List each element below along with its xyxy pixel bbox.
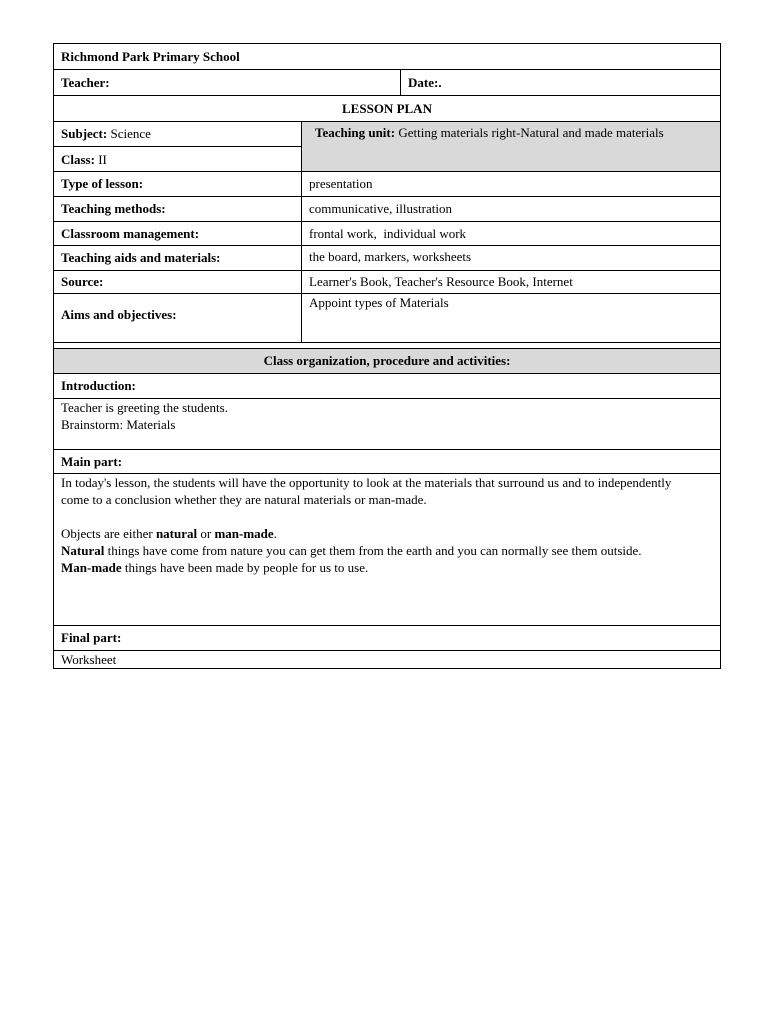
source-label: Source: [61, 274, 104, 289]
aims-row [54, 294, 720, 343]
aims-label: Aims and objectives: [61, 307, 177, 322]
aims-value: Appoint types of Materials [301, 294, 720, 342]
main-part-objects-line [61, 525, 702, 542]
main-part-header-row [54, 450, 720, 474]
school-name: Richmond Park Primary School [61, 48, 240, 64]
school-row [54, 44, 720, 70]
main-part-manmade-line [61, 559, 702, 576]
type-of-lesson-row [54, 172, 720, 197]
teacher-date-row [54, 70, 720, 96]
introduction-text [54, 399, 720, 449]
introduction-label: Introduction: [61, 378, 136, 393]
natural-text: things have come from nature you can get them from the earth and you can normally see them outside. [104, 543, 642, 558]
introduction-line: Brainstorm: Materials [61, 417, 176, 432]
teaching-unit-label: Teaching unit: [315, 125, 396, 140]
date-label: Date:. [400, 70, 720, 95]
teaching-methods-row [54, 197, 720, 222]
subject-class-row [54, 122, 720, 172]
type-of-lesson-label: Type of lesson: [61, 176, 144, 191]
final-part-value: Worksheet [61, 651, 117, 667]
final-part-body-row [54, 651, 720, 668]
introduction-body-row [54, 399, 720, 450]
subject-cell [54, 122, 301, 147]
subject-value: Science [107, 126, 151, 141]
final-part-header-row [54, 626, 720, 651]
main-part-natural-line [61, 542, 702, 559]
main-part-label: Main part: [61, 453, 123, 469]
type-of-lesson-value: presentation [301, 172, 720, 196]
class-value: II [94, 151, 107, 167]
objects-natural: natural [155, 526, 198, 541]
class-organization-row [54, 349, 720, 374]
main-part-intro: In today's lesson, the students will have the opportunity to look at the materials that surround us and to independently come to a conclusion whether they are natural materials or man-made. [61, 475, 672, 507]
subject-label: Subject: [61, 126, 108, 141]
main-part-text [54, 474, 720, 625]
manmade-term: Man-made [61, 560, 122, 575]
class-organization-title: Class organization, procedure and activities: [263, 353, 511, 368]
lesson-plan-title-row [54, 96, 720, 122]
classroom-management-label: Classroom management: [61, 225, 200, 241]
classroom-management-row [54, 222, 720, 246]
class-cell [54, 147, 301, 172]
objects-prefix: Objects are either [61, 526, 156, 541]
lesson-plan-title: LESSON PLAN [342, 100, 432, 116]
main-part-body-row [54, 474, 720, 626]
teacher-label: Teacher: [61, 74, 110, 90]
manmade-text: things have been made by people for us to use. [121, 560, 369, 575]
source-row [54, 271, 720, 294]
teaching-aids-value: the board, markers, worksheets [301, 246, 720, 270]
final-part-label: Final part: [61, 630, 122, 645]
teaching-methods-value: communicative, illustration [301, 197, 720, 221]
introduction-line: Teacher is greeting the students. [61, 400, 228, 415]
teaching-methods-label: Teaching methods: [61, 201, 166, 216]
objects-manmade: man-made [214, 526, 274, 541]
classroom-management-value: frontal work, individual work [301, 222, 720, 245]
natural-term: Natural [61, 543, 105, 558]
teaching-aids-label: Teaching aids and materials: [61, 250, 221, 265]
class-label: Class: [61, 151, 95, 167]
source-value: Learner's Book, Teacher's Resource Book, Internet [301, 271, 720, 293]
teaching-aids-row [54, 246, 720, 271]
introduction-header-row [54, 374, 720, 399]
teaching-unit-cell [301, 122, 720, 171]
teaching-unit-value: Getting materials right-Natural and made materials [395, 125, 664, 140]
objects-or: or [197, 526, 215, 541]
objects-end: . [273, 526, 277, 541]
lesson-plan-form [53, 43, 721, 669]
